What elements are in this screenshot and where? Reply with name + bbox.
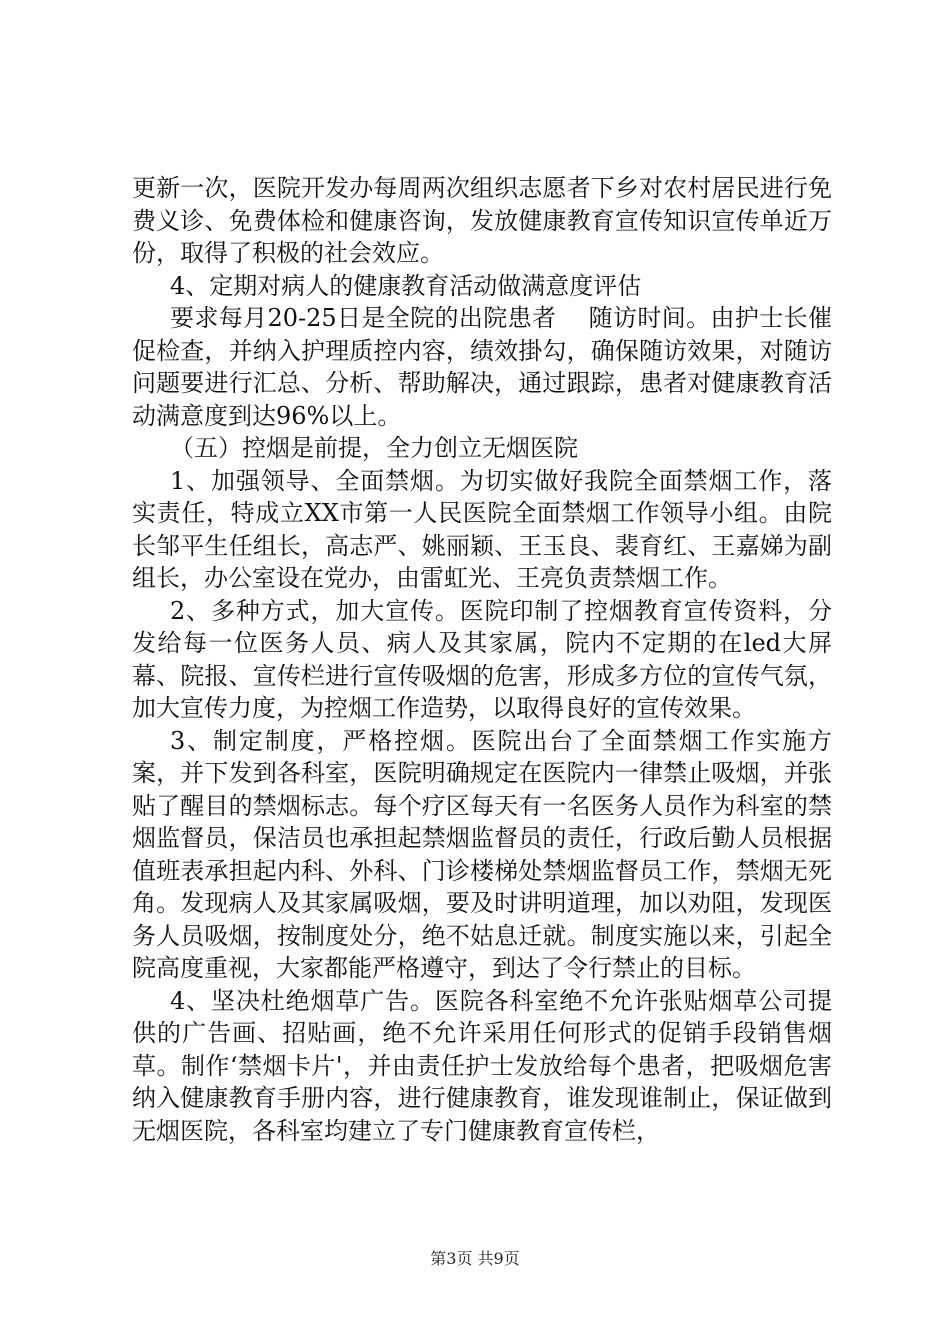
- document-body: [132, 172, 832, 1147]
- paragraph-leadership: 1、加强领导、全面禁烟。为切实做好我院全面禁烟工作，落实责任，特成立XX市第一人民医院全面禁烟工作领导小组。由院长邹平生任组长，高志严、姚丽颖、王玉良、裴育红、王嘉娣为副组长，办公室设在党办，由雷虹光、王亮负责禁烟工作。: [132, 466, 832, 592]
- heading-smoke-control: （五）控烟是前提，全力创立无烟医院: [170, 434, 578, 462]
- paragraph-ad-ban: 4、坚决杜绝烟草广告。医院各科室绝不允许张贴烟草公司提供的广告画、招贴画，绝不允许采用任何形式的促销手段销售烟草。制作‘禁烟卡片'，并由责任护士发放给每个患者，把吸烟危害纳入健康教育手册内容，进行健康教育，谁发现谁制止，保证做到无烟医院，各科室均建立了专门健康教育宣传栏，: [132, 986, 832, 1145]
- paragraph-continuation: 更新一次，医院开发办每周两次组织志愿者下乡对农村居民进行免费义诊、免费体检和健康咨询，发放健康教育宣传知识宣传单近万份，取得了积极的社会效应。: [132, 174, 832, 267]
- paragraph-followup: 要求每月20-25日是全院的出院患者 随访时间。由护士长催促检查，并纳入护理质控内容，绩效掛勾，确保随访效果，对随访问题要进行汇总、分析、帮助解决，通过跟踪，患者对健康教育活动满意度到达96%以上。: [132, 304, 832, 430]
- paragraph-regulations: 3、制定制度，严格控烟。医院出台了全面禁烟工作实施方案，并下发到各科室，医院明确规定在医院内一律禁止吸烟，并张贴了醒目的禁烟标志。每个疗区每天有一名医务人员作为科室的禁烟监督员，保洁员也承担起禁烟监督员的责任，行政后勤人员根据值班表承担起内科、外科、门诊楼梯处禁烟监督员工作，禁烟无死角。发现病人及其家属吸烟，要及时讲明道理，加以劝阻，发现医务人员吸烟，按制度处分，绝不姑息迁就。制度实施以来，引起全院高度重视，大家都能严格遵守，到达了令行禁止的目标。: [132, 726, 832, 982]
- page-number-footer: 第3页 共9页: [430, 1249, 520, 1268]
- heading-satisfaction-evaluation: 4、定期对病人的健康教育活动做满意度评估: [170, 271, 642, 300]
- paragraph-publicity: 2、多种方式，加大宣传。医院印制了控烟教育宣传资料，分发给每一位医务人员、病人及其家属，院内不定期的在led大屏幕、院报、宣传栏进行宣传吸烟的危害，形成多方位的宣传气氛，加大宣传力度，为控烟工作造势，以取得良好的宣传效果。: [132, 596, 832, 722]
